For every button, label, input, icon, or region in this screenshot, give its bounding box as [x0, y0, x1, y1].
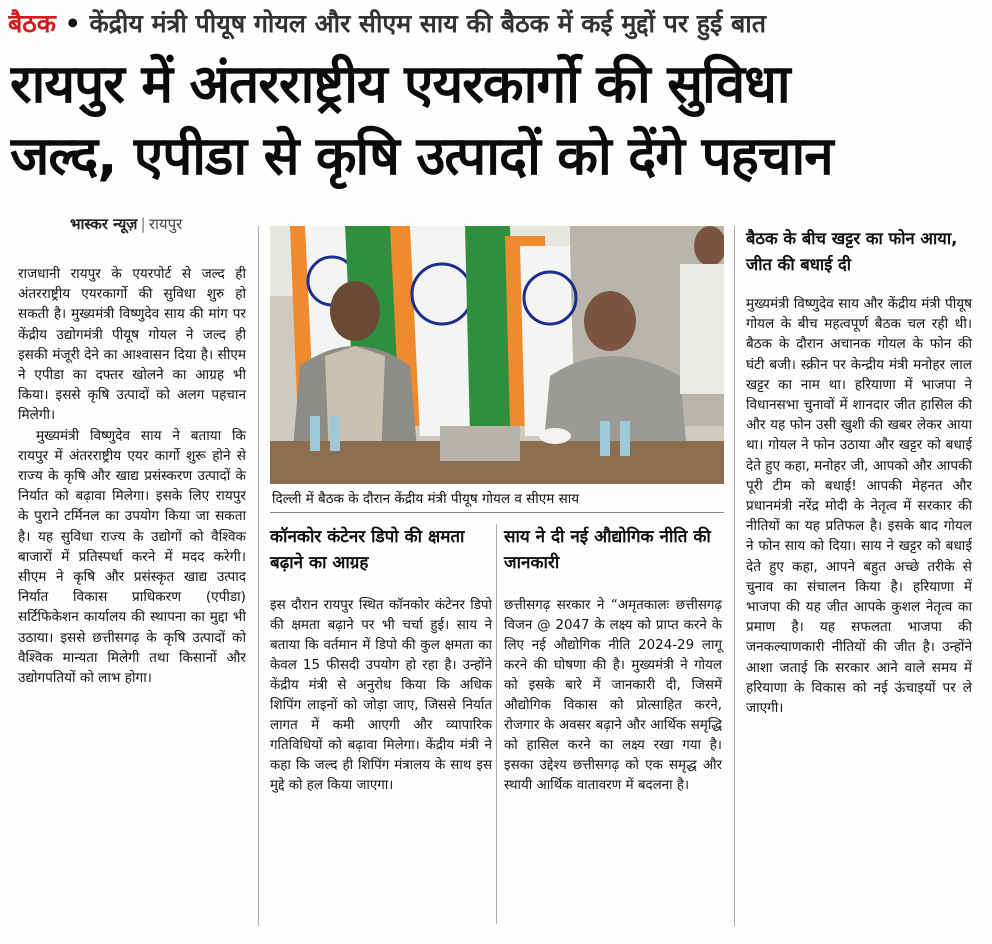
headline-line-2: जल्द, एपीडा से कृषि उत्पादों को देंगे पहचान: [10, 126, 833, 187]
byline: [70, 214, 182, 234]
concor-paragraph: इस दौरान रायपुर स्थित कॉनकोर कंटेनर डिपो की क्षमता बढ़ाने पर भी चर्चा हुई। साय ने बताया कि वर्तमान में डिपो की कुल क्षमता का केवल 15 फीसदी उपयोग हो रहा है। उन्होंने केंद्रीय मंत्री से अनुरोध किया कि अधिक शिपिंग लाइनों को जोड़ा जाए, जिससे निर्यात लागत में कमी आएगी और व्यापारिक गतिविधियों को बढ़ावा मिलेगा। केंद्रीय मंत्री ने कहा कि जल्द ही शिपिंग मंत्रालय के साथ इस मुद्दे को हल किया जाएगा।: [270, 598, 492, 793]
headline-line-1: रायपुर में अंतरराष्ट्रीय एयरकार्गो की सुविधा: [10, 54, 790, 115]
khattar-call-column: [746, 294, 972, 718]
kicker-line: [8, 4, 984, 44]
industrial-policy-column: [504, 596, 722, 796]
left-paragraph-1: राजधानी रायपुर के एयरपोर्ट से जल्द ही अंतरराष्ट्रीय एयरकार्गो की सुविधा शुरु हो सकती है। मुख्यमंत्री विष्णुदेव साय की मांग पर केंद्रीय उद्योगमंत्री पीयूष गोयल ने जल्द ही इसकी मंजूरी देने का आश्वासन दिया है। सीएम ने एपीडा का दफ्तर खोलने का आग्रह भी किया। इससे कृषि उत्पादों को अलग पहचान मिलेगी।: [18, 266, 246, 424]
photo-caption: दिल्ली में बैठक के दौरान केंद्रीय मंत्री पीयूष गोयल व सीएम साय: [272, 491, 580, 507]
industrial-policy-heading: साय ने दी नई औद्योगिक नीति की जानकारी: [504, 527, 711, 573]
byline-source: भास्कर न्यूज़: [70, 215, 138, 233]
khattar-call-heading: बैठक के बीच खट्टर का फोन आया, जीत की बधाई दी: [746, 229, 958, 274]
khattar-call-paragraph: मुख्यमंत्री विष्णुदेव साय और केंद्रीय मंत्री पीयूष गोयल के बीच महत्वपूर्ण बैठक चल रही थी। बैठक के दौरान अचानक गोयल के फोन की घंटी बजी। स्क्रीन पर केन्द्रीय मंत्री मनोहर लाल खट्टर का नाम था। हरियाणा में भाजपा ने विधानसभा चुनावों में शानदार जीत हासिल की और यह फोन उसी खुशी की खबर लेकर आया था। गोयल ने फोन उठाया और खट्टर को बधाई देते हुए कहा, मनोहर जी, आपको और आपकी पूरी टीम को बधाई! आपकी मेहनत और प्रधानमंत्री नरेंद्र मोदी के नेतृत्व में सरकार की नीतियों का यह प्रतिफल है। इसके बाद गोयल ने फोन साय को दिया। साय ने खट्टर को बधाई देते हुए कहा, आपने बहुत अच्छे तरीके से चुनाव का संचालन किया है। हरियाणा में भाजपा की यह जीत आपके कुशल नेतृत्व का प्रमाण है। यह सफलता भाजपा की जनकल्याणकारी नीतियों की जीत है। उन्होंने आशा जताई कि सरकार आने वाले समय में हरियाणा के विकास को नई ऊंचाइयों पर ले जाएगी।: [746, 296, 972, 717]
byline-city: रायपुर: [148, 215, 183, 233]
left-column: [18, 264, 246, 688]
kicker-bullet: •: [64, 9, 81, 38]
kicker-tag: बैठक: [8, 9, 57, 38]
column-divider-middle: [496, 524, 497, 924]
industrial-policy-paragraph: छत्तीसगढ़ सरकार ने “अमृतकालः छत्तीसगढ़ विजन @ 2047 के लक्ष्य को प्राप्त करने के लिए नई औद्योगिक नीति 2024-29 लागू करने की घोषणा की है। मुख्यमंत्री ने गोयल को इसके बारे में जानकारी दी, जिसमें औद्योगिक विकास को प्रोत्साहित करने, रोजगार के अवसर बढ़ाने और आर्थिक समृद्धि को हासिल करने का लक्ष्य रखा गया है। इसका उद्देश्य छत्तीसगढ़ को एक समृद्ध और स्थायी आर्थिक वातावरण में बदलना है।: [504, 598, 722, 793]
caption-rule: [270, 512, 724, 513]
kicker-text: केंद्रीय मंत्री पीयूष गोयल और सीएम साय की बैठक में कई मुद्दों पर हुई बात: [89, 9, 767, 38]
column-divider-left: [258, 226, 259, 926]
column-divider-right: [734, 226, 735, 926]
concor-column: [270, 596, 492, 796]
left-paragraph-2: मुख्यमंत्री विष्णुदेव साय ने बताया कि रायपुर में अंतरराष्ट्रीय एयर कार्गो शुरू होने से राज्य के कृषि और खाद्य प्रसंस्करण उत्पादों के निर्यात को बढ़ावा मिलेगा। इसके लिए रायपुर के पुराने टर्मिनल का उपयोग किया जा सकता है। यह सुविधा राज्य के उद्योगों को वैश्विक बाजारों में प्रतिस्पर्धा करने में मदद करेगी। सीएम ने कृषि और प्रसंस्कृत खाद्य उत्पाद निर्यात विकास प्राधिकरण (एपीडा) सर्टिफिकेशन कार्यालय की स्थापना का मुद्दा भी उठाया। इससे छत्तीसगढ़ के कृषि उत्पादों को वैश्विक मान्यता मिलेगी तथा किसानों और उद्योगपतियों को लाभ होगा।: [18, 427, 246, 687]
meeting-photo: [270, 226, 724, 484]
byline-separator: |: [140, 215, 146, 233]
meeting-photo-illustration: [270, 226, 724, 484]
concor-heading: कॉनकोर कंटेनर डिपो की क्षमता बढ़ाने का आग्रह: [270, 527, 465, 573]
